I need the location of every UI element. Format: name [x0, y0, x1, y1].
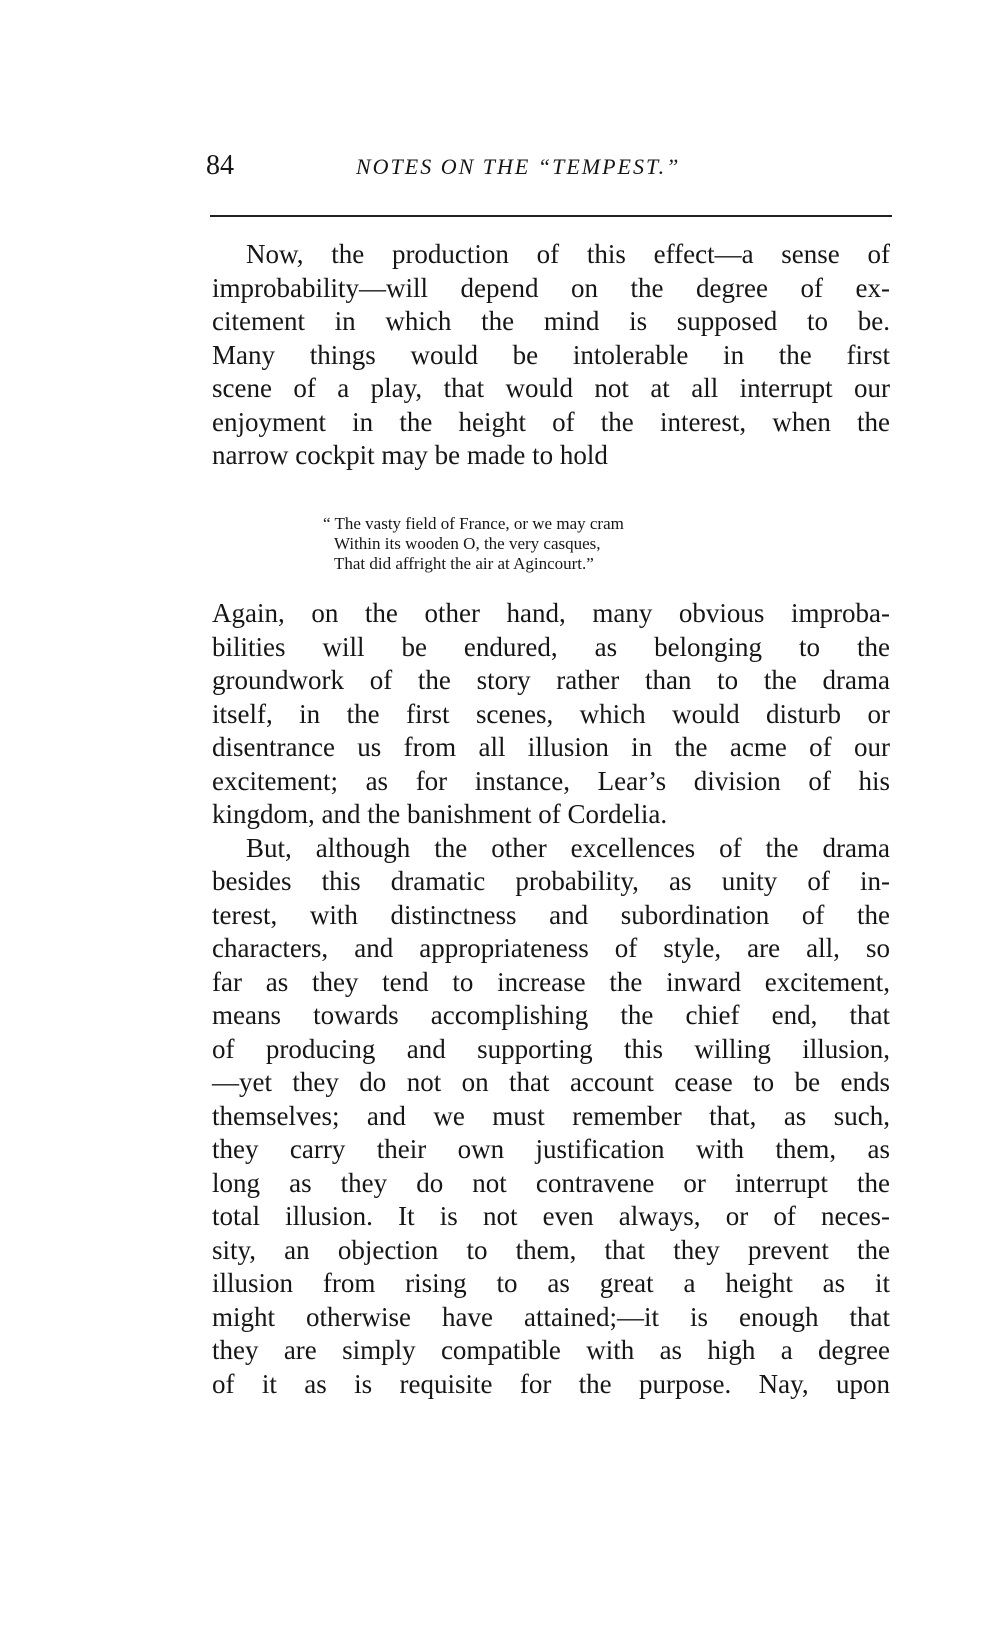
text-line: kingdom, and the banishment of Cordelia. — [212, 799, 668, 829]
text-line: enjoyment in the height of the interest, when the — [212, 406, 890, 437]
text-line: bilities will be endured, as belonging to the — [212, 631, 890, 662]
text-line: But, although the other excellences of the drama — [246, 832, 890, 863]
text-line: —yet they do not on that account cease to be ends — [212, 1067, 890, 1097]
text-line: characters, and appropriateness of style, are all, so — [212, 933, 890, 963]
page-header — [206, 150, 896, 190]
text-line: Many things would be intolerable in the first — [212, 339, 890, 370]
quote-line: That did affright the air at Agincourt.” — [334, 554, 594, 573]
text-line: means towards accomplishing the chief end, that — [212, 1000, 890, 1030]
page-number: 84 — [206, 150, 234, 181]
quote-line: Within its wooden O, the very casques, — [334, 534, 601, 553]
text-line: long as they do not contravene or interrupt the — [212, 1167, 890, 1198]
text-line: groundwork of the story rather than to the drama — [212, 665, 890, 695]
paragraph-1 — [212, 238, 890, 473]
text-line: itself, in the first scenes, which would disturb or — [212, 698, 890, 729]
header-rule — [210, 215, 892, 217]
running-head: NOTES ON THE “TEMPEST.” — [356, 154, 681, 179]
text-line: might otherwise have attained;—it is enough that — [212, 1301, 890, 1332]
block-quotation — [323, 514, 793, 574]
text-line: excitement; as for instance, Lear’s division of his — [212, 765, 890, 796]
text-line: improbability—will depend on the degree of ex- — [212, 272, 890, 303]
text-line: illusion from rising to as great a height as it — [212, 1268, 890, 1298]
text-line: of it as is requisite for the purpose. Nay, upon — [212, 1368, 890, 1399]
text-line: themselves; and we must remember that, as such, — [212, 1100, 890, 1131]
text-line: narrow cockpit may be made to hold — [212, 440, 608, 470]
text-line: sity, an objection to them, that they prevent the — [212, 1234, 890, 1265]
text-line: Again, on the other hand, many obvious improba- — [212, 598, 890, 628]
paragraph-2-3 — [212, 597, 890, 1401]
quote-line: “ The vasty field of France, or we may cram — [323, 514, 624, 533]
text-line: besides this dramatic probability, as unity of in- — [212, 866, 890, 896]
text-line: citement in which the mind is supposed to be. — [212, 306, 890, 336]
text-line: of producing and supporting this willing illusion, — [212, 1033, 890, 1064]
text-line: total illusion. It is not even always, or of neces- — [212, 1201, 890, 1231]
text-line: disentrance us from all illusion in the acme of our — [212, 732, 890, 762]
text-line: Now, the production of this effect—a sense of — [246, 239, 890, 269]
text-line: terest, with distinctness and subordination of the — [212, 899, 890, 930]
text-line: scene of a play, that would not at all interrupt our — [212, 373, 890, 403]
text-line: they carry their own justification with them, as — [212, 1134, 890, 1164]
text-line: they are simply compatible with as high a degree — [212, 1335, 890, 1365]
text-line: far as they tend to increase the inward excitement, — [212, 966, 890, 997]
